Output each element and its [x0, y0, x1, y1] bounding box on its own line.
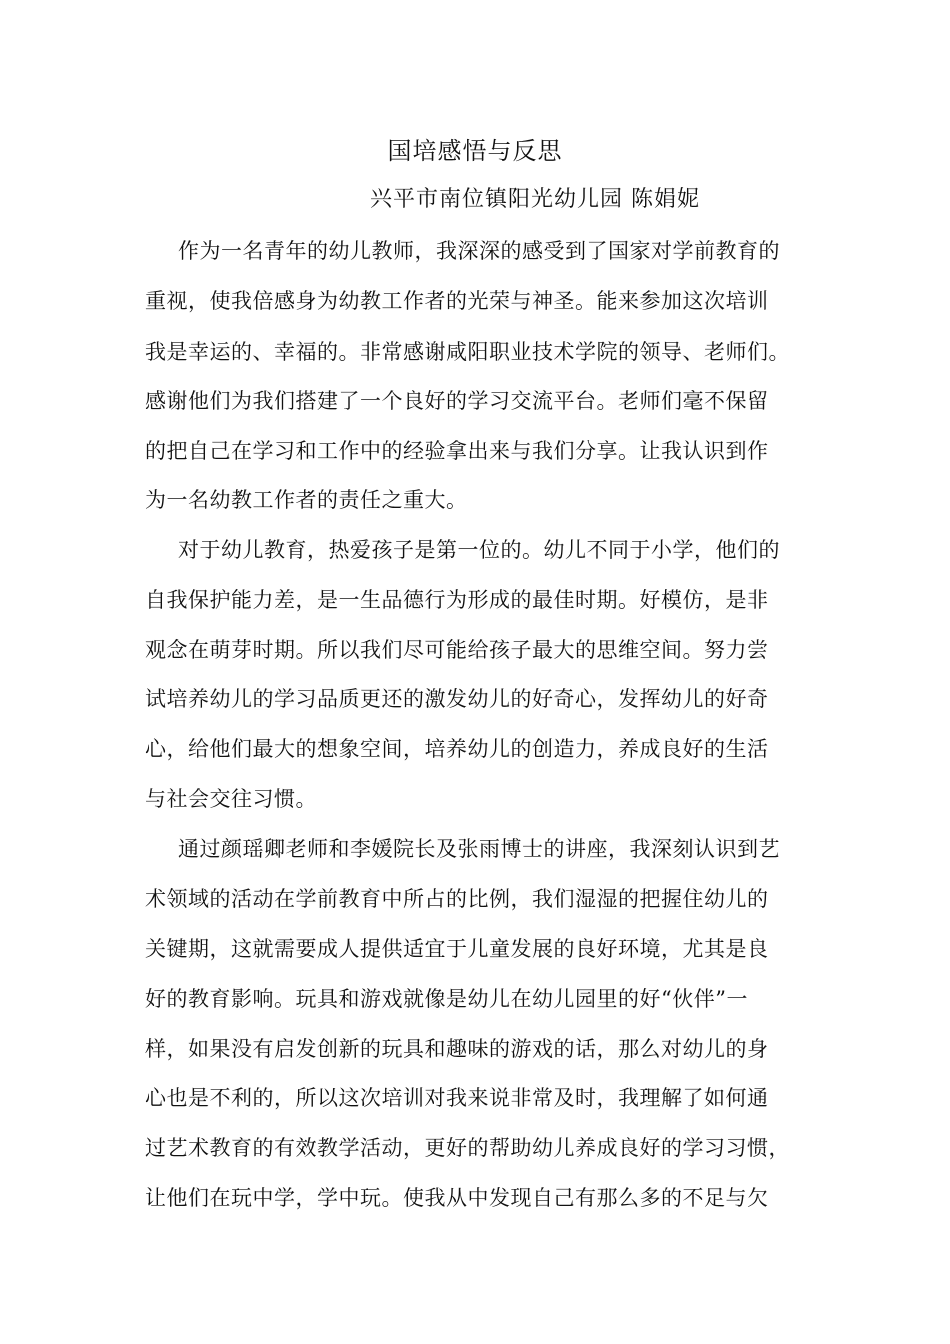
document-author: 兴平市南位镇阳光幼儿园 陈娟妮: [370, 187, 700, 212]
body-line: 观念在萌芽时期。所以我们尽可能给孩子最大的思维空间。努力尝: [145, 638, 769, 662]
body-line: 心也是不利的，所以这次培训对我来说非常及时，我理解了如何通: [145, 1086, 769, 1110]
body-line: 心，给他们最大的想象空间，培养幼儿的创造力，养成良好的生活: [145, 737, 769, 761]
body-line: 对于幼儿教育，热爱孩子是第一位的。幼儿不同于小学，他们的: [178, 538, 780, 562]
body-line: 我是幸运的、幸福的。非常感谢咸阳职业技术学院的领导、老师们。: [145, 340, 790, 364]
body-line: 术领域的活动在学前教育中所占的比例，我们湿湿的把握住幼儿的: [145, 887, 769, 911]
body-line: 关键期，这就需要成人提供适宜于儿童发展的良好环境，尤其是良: [145, 937, 769, 961]
body-line: 过艺术教育的有效教学活动，更好的帮助幼儿养成良好的学习习惯，: [145, 1136, 790, 1160]
body-line: 自我保护能力差，是一生品德行为形成的最佳时期。好模仿，是非: [145, 588, 769, 612]
body-line: 让他们在玩中学，学中玩。使我从中发现自己有那么多的不足与欠: [145, 1186, 769, 1210]
body-line: 的把自己在学习和工作中的经验拿出来与我们分享。让我认识到作: [145, 439, 769, 463]
document-title: 国培感悟与反思: [387, 137, 563, 165]
body-line: 为一名幼教工作者的责任之重大。: [145, 488, 468, 512]
body-line: 与社会交往习惯。: [145, 787, 317, 811]
body-line: 作为一名青年的幼儿教师，我深深的感受到了国家对学前教育的: [178, 239, 780, 263]
body-line: 样，如果没有启发创新的玩具和趣味的游戏的话，那么对幼儿的身: [145, 1037, 769, 1061]
body-line: 好的教育影响。玩具和游戏就像是幼儿在幼儿园里的好“伙伴”一: [145, 987, 748, 1011]
body-line: 试培养幼儿的学习品质更还的激发幼儿的好奇心，发挥幼儿的好奇: [145, 687, 769, 711]
body-line: 通过颜瑶卿老师和李媛院长及张雨博士的讲座，我深刻认识到艺: [178, 837, 780, 861]
body-line: 重视，使我倍感身为幼教工作者的光荣与神圣。能来参加这次培训: [145, 289, 769, 313]
body-line: 感谢他们为我们搭建了一个良好的学习交流平台。老师们毫不保留: [145, 389, 769, 413]
